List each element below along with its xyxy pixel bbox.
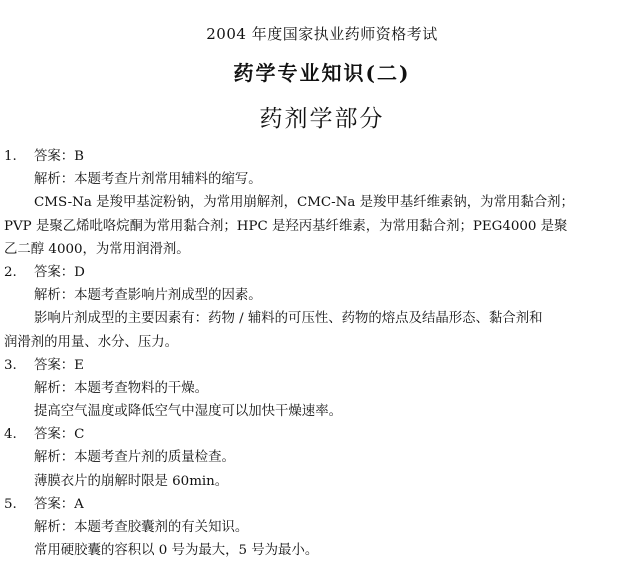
detail-text: 影响片剂成型的主要因素有：药物 / 辅料的可压性、药物的熔点及结晶形态、黏合剂和 [34, 311, 543, 327]
answer-text: 答案：D [34, 264, 85, 280]
question-number: 3. [4, 357, 17, 373]
answer-line [4, 145, 638, 168]
question-number: 1. [4, 149, 17, 164]
question-number: 4. [4, 427, 17, 443]
answer-line [4, 354, 638, 377]
detail-text: 提高空气温度或降低空气中湿度可以加快干燥速率。 [34, 404, 342, 420]
answer-line [4, 423, 638, 446]
detail-text: PVP 是聚乙烯吡咯烷酮为常用黏合剂；HPC 是羟丙基纤维素，为常用黏合剂；PEG4000 是聚 [4, 218, 568, 234]
detail-text: 润滑剂的用量、水分、压力。 [4, 334, 179, 350]
analysis-text: 解析：本题考查影响片剂成型的因素。 [34, 288, 262, 304]
analysis-text: 解析：本题考查胶囊剂的有关知识。 [34, 520, 249, 535]
section-title: 药剂学部分 [259, 106, 385, 132]
question-4 [4, 423, 638, 493]
analysis-text: 解析：本题考查物料的干燥。 [34, 380, 209, 396]
question-1 [4, 145, 638, 261]
detail-text: 乙二醇 4000，为常用润滑剂。 [4, 241, 190, 257]
subject-title: 药学专业知识(二) [233, 61, 411, 85]
answer-text: 答案：C [34, 427, 85, 443]
question-2 [4, 261, 638, 354]
answer-line [4, 493, 638, 516]
question-number: 5. [4, 496, 17, 512]
analysis-text: 解析：本题考查片剂的质量检查。 [34, 450, 235, 466]
question-5 [4, 493, 638, 563]
answer-text: 答案：B [34, 149, 85, 164]
exam-title: 2004 年度国家执业药师资格考试 [206, 25, 438, 43]
question-number: 2. [4, 264, 17, 280]
answer-text: 答案：E [34, 357, 84, 373]
detail-text: 薄膜衣片的崩解时限是 60min。 [34, 473, 229, 489]
detail-text: CMS-Na 是羧甲基淀粉钠，为常用崩解剂，CMC-Na 是羧甲基纤维素钠，为常用黏合剂； [34, 195, 574, 211]
detail-text: 常用硬胶囊的容积以 0 号为最大，5 号为最小。 [34, 543, 319, 559]
question-3 [4, 354, 638, 424]
answer-line [4, 261, 638, 284]
answer-list [4, 145, 638, 562]
analysis-text: 解析：本题考查片剂常用辅料的缩写。 [34, 172, 262, 188]
answer-text: 答案：A [34, 496, 84, 512]
